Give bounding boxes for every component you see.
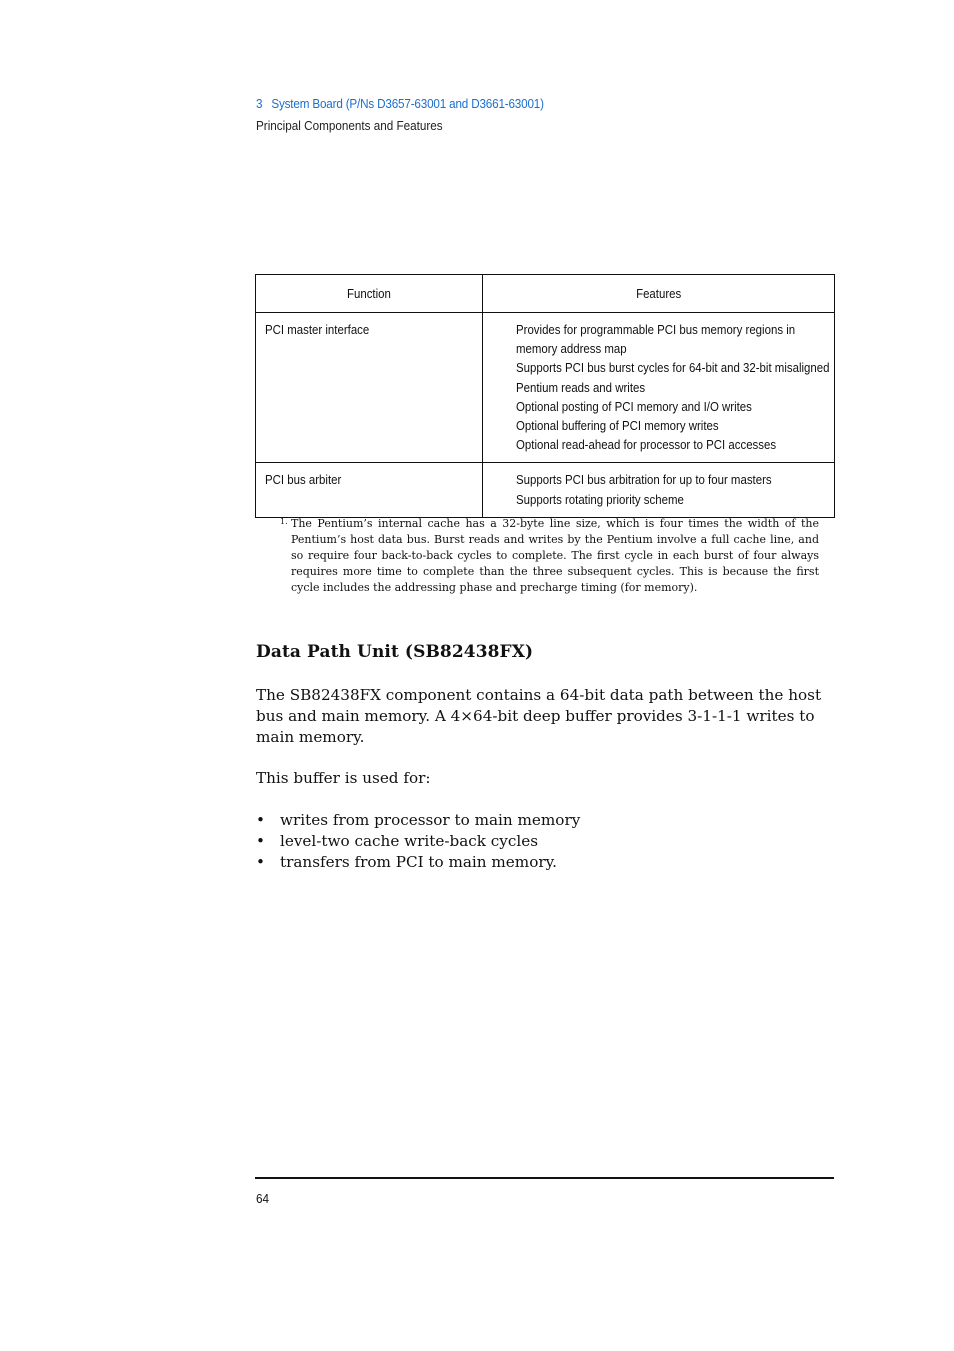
- table-row: [256, 463, 835, 517]
- bullet-icon: •: [256, 811, 265, 829]
- feature-item: Optional buffering of PCI memory writes: [516, 418, 719, 434]
- list-item: [256, 810, 580, 831]
- function-cell: PCI bus arbiter: [256, 463, 483, 517]
- bullet-icon: •: [256, 832, 265, 850]
- footnote-marker: 1.: [280, 517, 288, 526]
- section-heading: Data Path Unit (SB82438FX): [256, 642, 534, 662]
- body-paragraph: This buffer is used for:: [256, 769, 431, 787]
- features-cell: [483, 313, 835, 463]
- list-item: [256, 852, 580, 873]
- table-footnote: [280, 516, 819, 596]
- page-number: 64: [256, 1191, 270, 1206]
- table-row: [256, 313, 835, 463]
- footnote-text: The Pentium’s internal cache has a 32-byte line size, which is four times the width of the Pentium’s host data bus. Burst reads and writes by the Pentium involve a full cache line, and so require four back-to-back cycles to complete. The first cycle in each burst of four always requires more time to complete than the three subsequent cycles. This is because the first cycle includes the addressing phase and precharge timing (for memory).: [291, 517, 819, 595]
- list-item: [256, 831, 580, 852]
- features-cell: [483, 463, 835, 517]
- bullet-list: [256, 810, 580, 873]
- list-item-text: level-two cache write-back cycles: [280, 832, 539, 850]
- feature-item: Supports rotating priority scheme: [516, 491, 684, 507]
- feature-item: Supports PCI bus arbitration for up to four masters: [516, 472, 772, 488]
- chapter-number: 3: [256, 96, 263, 111]
- feature-item: Pentium reads and writes: [516, 379, 646, 395]
- feature-table: [255, 274, 835, 518]
- feature-item: Provides for programmable PCI bus memory regions in: [516, 322, 796, 337]
- list-item-text: writes from processor to main memory: [280, 811, 581, 829]
- feature-item: Optional read-ahead for processor to PCI accesses: [516, 437, 777, 453]
- section-header: Principal Components and Features: [256, 118, 443, 133]
- table-header-row: [256, 275, 835, 313]
- body-paragraph: The SB82438FX component contains a 64-bit data path between the host bus and main memory. A 4×64-bit deep buffer provides 3-1-1-1 writes to main memory.: [256, 686, 822, 746]
- function-cell: PCI master interface: [256, 313, 483, 463]
- column-header-features: Features: [483, 275, 835, 313]
- bullet-icon: •: [256, 853, 265, 871]
- chapter-header: [256, 96, 544, 111]
- feature-item: Supports PCI bus burst cycles for 64-bit and 32-bit misaligned: [516, 360, 830, 376]
- feature-item: memory address map: [516, 341, 627, 357]
- feature-item: Optional posting of PCI memory and I/O writes: [516, 398, 752, 414]
- footer-divider: [255, 1177, 834, 1179]
- list-item-text: transfers from PCI to main memory.: [280, 853, 557, 871]
- column-header-function: Function: [256, 275, 483, 313]
- chapter-title: System Board (P/Ns D3657-63001 and D3661-63001): [271, 96, 544, 111]
